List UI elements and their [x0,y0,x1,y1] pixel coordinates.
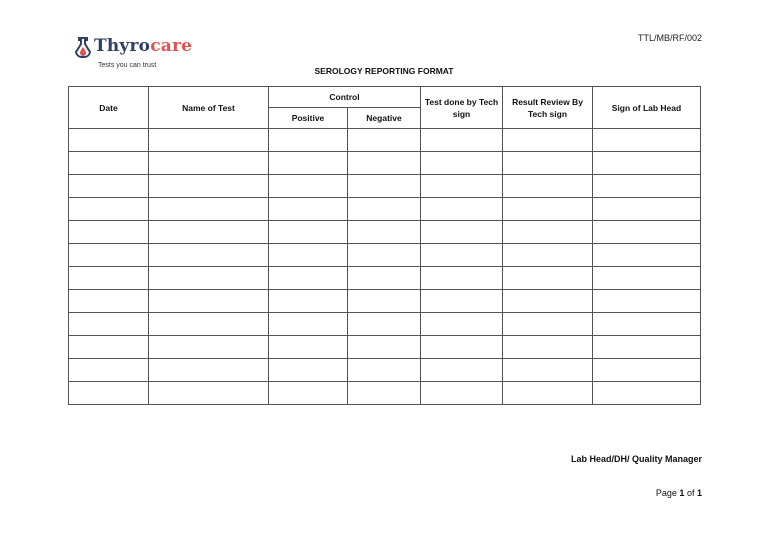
table-cell [269,244,348,267]
table-cell [269,290,348,313]
page-of: of [686,488,695,498]
table-cell [149,198,269,221]
table-row [69,313,701,336]
table-cell [149,336,269,359]
table-cell [593,336,701,359]
header-control: Control [269,87,421,108]
thyrocare-logo-icon [74,36,92,58]
table-cell [69,221,149,244]
table-row [69,221,701,244]
table-cell [593,244,701,267]
table-cell [503,221,593,244]
logo-wordmark [94,36,192,56]
table-cell [269,175,348,198]
table-row [69,152,701,175]
header-sign-lab-head: Sign of Lab Head [593,87,701,129]
table-cell [149,129,269,152]
table-row [69,382,701,405]
table-cell [503,129,593,152]
table-cell [348,198,421,221]
table-cell [69,359,149,382]
table-cell [503,175,593,198]
table-cell [69,129,149,152]
table-cell [269,267,348,290]
header-date: Date [69,87,149,129]
table-cell [69,313,149,336]
table-row [69,267,701,290]
logo-tagline: Tests you can trust [98,62,157,69]
table-cell [69,382,149,405]
table-cell [421,290,503,313]
table-cell [149,221,269,244]
table-cell [421,198,503,221]
table-cell [69,198,149,221]
table-cell [69,336,149,359]
serology-report-table [68,86,701,405]
table-cell [348,175,421,198]
table-cell [348,267,421,290]
table-cell [348,336,421,359]
header-negative: Negative [348,108,421,129]
page-prefix: Page [655,488,677,498]
table-cell [69,267,149,290]
table-cell [421,129,503,152]
table-cell [69,290,149,313]
page-current: 1 [679,488,685,498]
table-cell [593,152,701,175]
table-cell [149,267,269,290]
table-cell [503,198,593,221]
page-total: 1 [696,488,702,498]
table-cell [69,175,149,198]
table-cell [593,129,701,152]
form-title: SEROLOGY REPORTING FORMAT [314,66,454,76]
table-cell [348,359,421,382]
table-cell [149,244,269,267]
table-row [69,359,701,382]
document-code: TTL/MB/RF/002 [637,33,702,43]
table-row [69,129,701,152]
table-cell [421,382,503,405]
table-row [69,198,701,221]
table-cell [348,382,421,405]
logo-word-part2: care [150,36,193,56]
table-cell [503,290,593,313]
table-cell [348,290,421,313]
table-cell [269,336,348,359]
table-cell [503,336,593,359]
table-row [69,336,701,359]
table-cell [269,152,348,175]
table-cell [149,175,269,198]
header-test-done-by: Test done by Tech sign [421,87,503,129]
table-cell [269,221,348,244]
table-cell [348,129,421,152]
table-cell [593,359,701,382]
table-cell [593,267,701,290]
table-cell [69,244,149,267]
table-cell [269,313,348,336]
table-cell [149,382,269,405]
table-cell [503,267,593,290]
table-row [69,290,701,313]
table-cell [348,152,421,175]
table-cell [149,290,269,313]
table-cell [69,152,149,175]
table-cell [421,221,503,244]
table-cell [149,152,269,175]
table-cell [421,152,503,175]
table-cell [348,221,421,244]
table-cell [269,129,348,152]
table-cell [269,359,348,382]
table-cell [503,359,593,382]
table-cell [503,382,593,405]
table-cell [421,175,503,198]
table-cell [421,313,503,336]
table-cell [421,359,503,382]
table-cell [503,244,593,267]
table-cell [503,313,593,336]
table-cell [348,244,421,267]
page-number [656,488,702,498]
table-row [69,175,701,198]
logo-word-part1: Thyro [94,36,151,56]
table-cell [593,382,701,405]
table-cell [149,359,269,382]
table-cell [593,175,701,198]
table-cell [593,313,701,336]
table-body [69,129,701,405]
table-cell [421,244,503,267]
table-cell [421,267,503,290]
table-cell [269,382,348,405]
table-cell [593,221,701,244]
table-cell [421,336,503,359]
table-cell [593,290,701,313]
header-name-of-test: Name of Test [149,87,269,129]
table-cell [593,198,701,221]
header-result-review: Result Review By Tech sign [503,87,593,129]
table-row [69,244,701,267]
table-cell [348,313,421,336]
signatory-label: Lab Head/DH/ Quality Manager [570,454,702,464]
header-positive: Positive [269,108,348,129]
table-cell [149,313,269,336]
table-cell [269,198,348,221]
table-cell [503,152,593,175]
